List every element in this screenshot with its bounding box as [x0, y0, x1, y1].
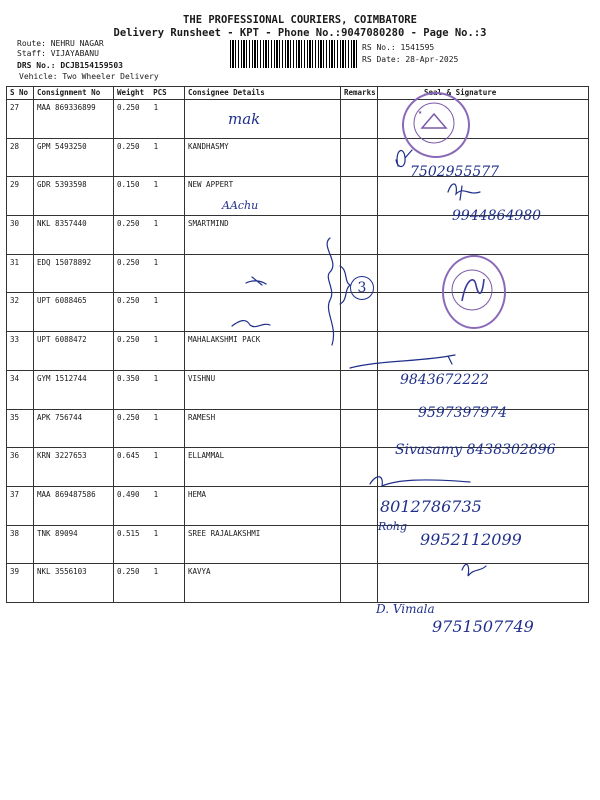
handwritten-name-phone: Sivasamy 8438302896	[395, 442, 556, 458]
col-weight: Weight	[117, 88, 145, 97]
svg-text:★: ★	[418, 108, 423, 116]
row-consignment: EDQ 15078892	[34, 254, 114, 293]
handwritten-phone: 9843672222	[400, 372, 490, 388]
row-consignee: VISHNU	[185, 370, 341, 409]
row-consignee: HEMA	[185, 486, 341, 525]
row-pcs: 1	[153, 373, 159, 383]
row-pcs: 1	[153, 180, 159, 190]
col-pcs: PCS	[153, 88, 167, 97]
runsheet-title: Delivery Runsheet - KPT - Phone No.:9047080280 - Page No.:3	[113, 27, 487, 39]
row-sno: 31	[7, 254, 34, 293]
staff-label: Staff: VIJAYABANU	[17, 49, 99, 58]
row-sno: 36	[7, 448, 34, 487]
row-consignee: SREE RAJALAKSHMI	[185, 525, 341, 564]
row-consignee: NEW APPERT	[185, 177, 341, 216]
handwritten-phone: 9944864980	[452, 208, 542, 224]
row-weight: 0.150	[117, 180, 140, 190]
row-sno: 37	[7, 486, 34, 525]
row-weight: 0.250	[117, 219, 140, 229]
row-sno: 33	[7, 332, 34, 371]
row-weight: 0.250	[117, 567, 140, 577]
row-pcs: 1	[153, 489, 159, 499]
handwritten-phone: 9952112099	[420, 530, 522, 549]
row-consignment: APK 756744	[34, 409, 114, 448]
row-weight: 0.250	[117, 412, 140, 422]
handwritten-phone: 9597397974	[418, 405, 508, 421]
row-sno: 38	[7, 525, 34, 564]
rs-number: RS No.: 1541595	[362, 43, 435, 52]
row-pcs: 1	[153, 451, 159, 461]
row-pcs: 1	[153, 412, 159, 422]
col-consignee: Consignee Details	[185, 87, 341, 100]
row-weight: 0.250	[117, 103, 140, 112]
row-weight: 0.250	[117, 296, 140, 306]
row-weight: 0.350	[117, 373, 140, 383]
row-pcs: 1	[153, 219, 159, 229]
row-sno: 32	[7, 293, 34, 332]
row-pcs: 1	[153, 103, 159, 112]
row-sno: 29	[7, 177, 34, 216]
row-sno: 27	[7, 100, 34, 139]
drs-number: DRS No.: DCJB154159503	[17, 61, 123, 70]
row-weight: 0.250	[117, 257, 140, 267]
handwritten-phone: 9751507749	[432, 617, 534, 636]
signature-row-29	[448, 184, 480, 200]
handwritten-name: Rohg	[378, 520, 408, 533]
bracket-rows-30-33	[327, 238, 333, 345]
row-consignee: KAVYA	[185, 564, 341, 603]
signature-row-36	[370, 477, 470, 486]
row-pcs: 1	[153, 296, 159, 306]
signature-row-28	[396, 150, 412, 167]
handwritten-phone: 8012786735	[380, 497, 482, 516]
row-consignment: NKL 3556103	[34, 564, 114, 603]
row-consignee: RAMESH	[185, 409, 341, 448]
row-pcs: 1	[153, 567, 159, 577]
signature-row-32	[232, 321, 270, 327]
row-consignment: MAA 869487586	[34, 486, 114, 525]
company-title: THE PROFESSIONAL COURIERS, COIMBATORE	[183, 14, 417, 26]
handwritten-phone: 7502955577	[410, 164, 500, 180]
handwritten-note: mak	[228, 110, 261, 128]
row-sno: 35	[7, 409, 34, 448]
row-pcs: 1	[153, 257, 159, 267]
row-sno: 30	[7, 216, 34, 255]
col-sno: S No	[7, 87, 34, 100]
col-consignment: Consignment No	[34, 87, 114, 100]
col-remarks: Remarks	[341, 87, 378, 100]
row-sno: 39	[7, 564, 34, 603]
signature-row-38	[462, 564, 486, 576]
rs-date: RS Date: 28-Apr-2025	[362, 55, 459, 64]
signature-row-31	[246, 277, 266, 285]
row-pcs: 1	[153, 335, 159, 345]
row-consignee: KANDHASMY	[185, 138, 341, 177]
row-consignee: MAHALAKSHMI PACK	[185, 332, 341, 371]
row-consignee: SMARTMIND	[185, 216, 341, 255]
row-weight: 0.250	[117, 335, 140, 345]
handwritten-circled-number: 3	[350, 276, 374, 300]
row-consignment: TNK 89094	[34, 525, 114, 564]
row-weight: 0.490	[117, 489, 140, 499]
col-seal: Seal & Signature	[378, 87, 589, 100]
row-consignment: MAA 869336899	[34, 100, 114, 139]
signature-row-33	[350, 355, 455, 368]
row-consignment: GYM 1512744	[34, 370, 114, 409]
row-pcs: 1	[153, 528, 159, 538]
row-weight: 0.515	[117, 528, 140, 538]
row-consignment: GPM 5493250	[34, 138, 114, 177]
handwritten-name: D. Vimala	[376, 602, 435, 616]
row-weight: 0.645	[117, 451, 140, 461]
bracket-right	[340, 266, 350, 304]
row-consignment: GDR 5393598	[34, 177, 114, 216]
row-consignment: UPT 6088465	[34, 293, 114, 332]
vehicle-label: Vehicle: Two Wheeler Delivery	[19, 72, 159, 81]
row-pcs: 1	[153, 141, 159, 151]
row-consignment: KRN 3227653	[34, 448, 114, 487]
row-sno: 28	[7, 138, 34, 177]
route-label: Route: NEHRU NAGAR	[17, 39, 104, 48]
handwritten-note: AAchu	[222, 199, 259, 212]
row-consignee: ELLAMMAL	[185, 448, 341, 487]
row-sno: 34	[7, 370, 34, 409]
row-weight: 0.250	[117, 141, 140, 151]
row-consignment: UPT 6088472	[34, 332, 114, 371]
row-consignment: NKL 8357440	[34, 216, 114, 255]
